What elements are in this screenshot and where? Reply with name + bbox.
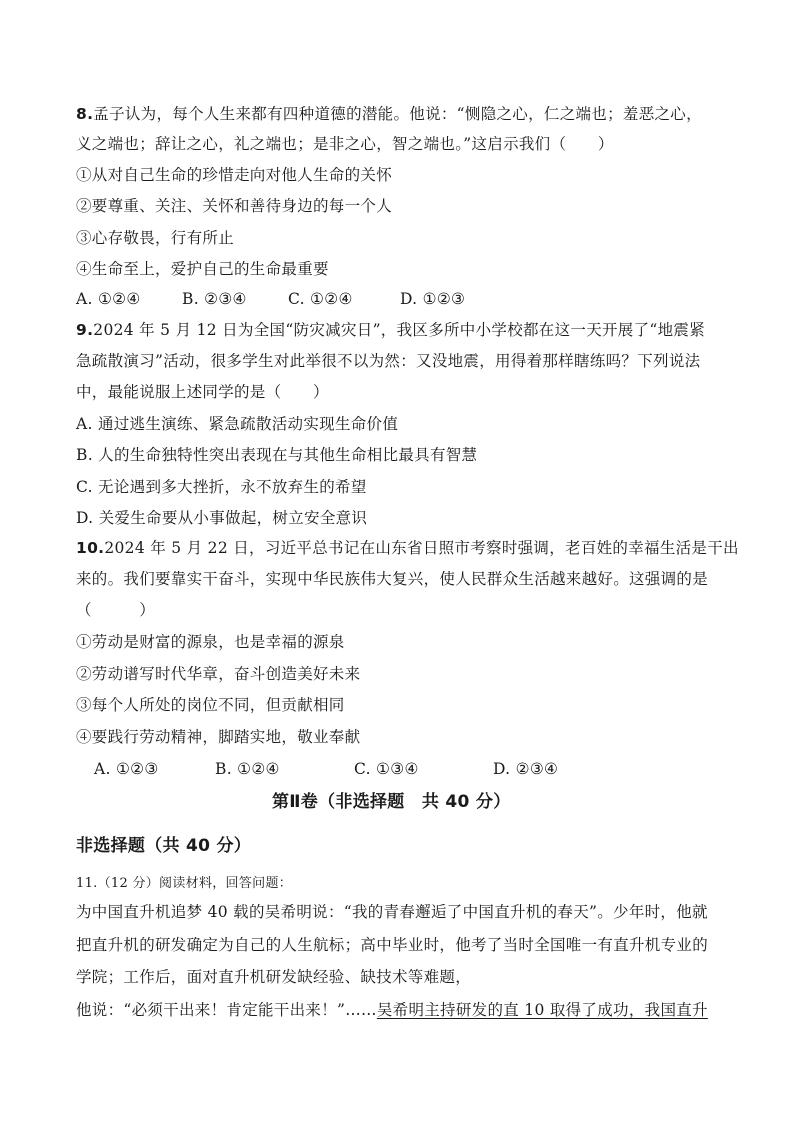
section-2-subtitle: 非选择题（共 40 分） xyxy=(76,836,252,856)
q8-item-2: ②要尊重、关注、关怀和善待身边的每一个人 xyxy=(76,197,393,215)
q10-option-d: D. ②③④ xyxy=(493,760,559,778)
q10-number: 10. xyxy=(76,539,105,557)
q11-line-4-underlined: 吴希明主持研发的直 10 取得了成功，我国直升 xyxy=(376,1001,708,1019)
q8-item-1: ①从对自己生命的珍惜走向对他人生命的关怀 xyxy=(76,166,393,184)
q8-number: 8. xyxy=(76,105,94,123)
q9-line-1 xyxy=(76,320,705,340)
q10-item-1: ①劳动是财富的源泉，也是幸福的源泉 xyxy=(76,633,345,651)
q8-stem-line-1: 孟子认为，每个人生来都有四种道德的潜能。他说：“恻隐之心，仁之端也；羞恶之心， xyxy=(93,105,702,123)
q9-stem-line-1: 2024 年 5 月 12 日为全国“防灾减灾日”，我区多所中小学校都在这一天开展了“地震紧 xyxy=(93,321,706,339)
q11-line-1: 为中国直升机追梦 40 载的吴希明说：“我的青春邂逅了中国直升机的春天”。少年时，他就 xyxy=(76,903,708,921)
q10-item-2: ②劳动谱写时代华章，奋斗创造美好未来 xyxy=(76,665,361,683)
q9-option-b: B. 人的生命独特性突出表现在与其他生命相比最具有智慧 xyxy=(76,446,478,464)
q11-line-2: 把直升机的研发确定为自己的人生航标；高中毕业时，他考了当时全国唯一有直升机专业的 xyxy=(76,936,709,954)
q8-option-b: B. ②③④ xyxy=(182,290,247,308)
q11-header: 11.（12 分）阅读材料，回答问题： xyxy=(76,876,293,891)
q9-stem-line-3: 中，最能说服上述同学的是（ ） xyxy=(76,383,329,401)
q10-option-a: A. ①②③ xyxy=(94,760,159,778)
q10-stem-line-1: 2024 年 5 月 22 日，习近平总书记在山东省日照市考察时强调，老百姓的幸福生活是干出 xyxy=(104,539,739,557)
q10-option-b: B. ①②④ xyxy=(215,760,280,778)
q8-item-3: ③心存敬畏，行有所止 xyxy=(76,229,235,247)
q10-option-c: C. ①③④ xyxy=(354,760,419,778)
q8-option-a: A. ①②④ xyxy=(76,290,141,308)
q10-options xyxy=(94,759,558,779)
q10-item-3: ③每个人所处的岗位不同，但贡献相同 xyxy=(76,696,345,714)
q10-line-1 xyxy=(76,538,739,558)
q9-stem-line-2: 急疏散演习”活动，很多学生对此举很不以为然：又没地震，用得着那样瞎练吗？下列说法 xyxy=(76,352,701,370)
q10-stem-line-3: （ ） xyxy=(76,601,156,619)
q8-option-d: D. ①②③ xyxy=(400,290,466,308)
q9-number: 9. xyxy=(76,321,94,339)
q11-line-3: 学院；工作后，面对直升机研发缺经验、缺技术等难题， xyxy=(76,968,472,986)
q8-line-1 xyxy=(76,104,702,124)
q8-stem-line-2: 义之端也；辞让之心，礼之端也；是非之心，智之端也。”这启示我们（ ） xyxy=(76,135,614,153)
section-2-title: 第Ⅱ卷（非选择题 共 40 分） xyxy=(272,792,511,812)
q10-stem-line-2: 来的。我们要靠实干奋斗，实现中华民族伟大复兴，使人民群众生活越来越好。这强调的是 xyxy=(76,570,709,588)
q8-options xyxy=(76,289,465,309)
q11-line-4 xyxy=(76,1000,708,1020)
q10-item-4: ④要践行劳动精神，脚踏实地，敬业奉献 xyxy=(76,728,361,746)
q8-option-c: C. ①②④ xyxy=(288,290,353,308)
q11-line-4-quote: 他说：“必须干出来！肯定能干出来！”…… xyxy=(76,1001,377,1019)
q8-item-4: ④生命至上，爱护自己的生命最重要 xyxy=(76,260,329,278)
q9-option-a: A. 通过逃生演练、紧急疏散活动实现生命价值 xyxy=(76,415,399,433)
q9-option-d: D. 关爱生命要从小事做起，树立安全意识 xyxy=(76,509,368,527)
q9-option-c: C. 无论遇到多大挫折，永不放弃生的希望 xyxy=(76,478,367,496)
